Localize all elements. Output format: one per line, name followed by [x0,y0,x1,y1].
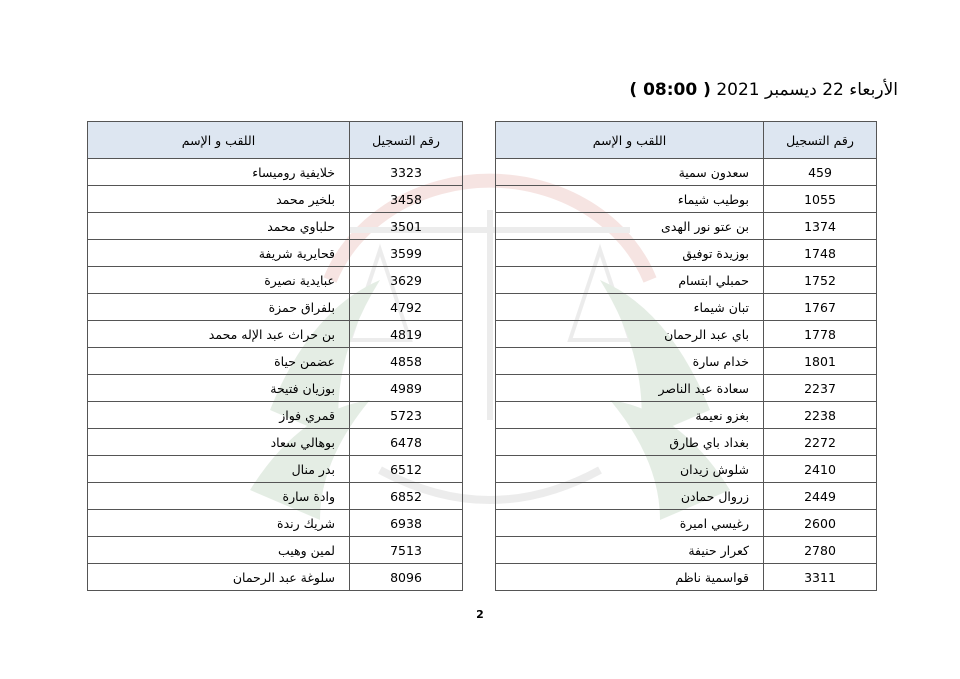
table-row [88,348,463,375]
registration-number: 1055 [764,186,877,213]
column-header-name: اللقب و الإسم [88,122,350,159]
table-row [496,483,877,510]
column-header-reg-no: رقم التسجيل [764,122,877,159]
registration-number: 3501 [350,213,463,240]
full-name: باي عبد الرحمان [496,321,764,348]
full-name: بوهالي سعاد [88,429,350,456]
full-name: سلوغة عبد الرحمان [88,564,350,591]
full-name: شريك رندة [88,510,350,537]
full-name: بوزيدة توفيق [496,240,764,267]
registration-number: 2600 [764,510,877,537]
table-header-row [88,122,463,159]
full-name: بن حراث عبد الإله محمد [88,321,350,348]
registration-number: 6938 [350,510,463,537]
full-name: بغزو نعيمة [496,402,764,429]
table-row [496,429,877,456]
roster-body-left [88,159,463,591]
table-row [496,537,877,564]
table-row [88,321,463,348]
table-row [496,456,877,483]
registration-number: 1752 [764,267,877,294]
table-row [88,564,463,591]
registration-number: 2237 [764,375,877,402]
registration-number: 1748 [764,240,877,267]
registration-number: 4792 [350,294,463,321]
table-row [88,159,463,186]
roster-body-right [496,159,877,591]
registration-number: 1767 [764,294,877,321]
registration-number: 1801 [764,348,877,375]
session-heading [629,80,898,100]
registration-number: 459 [764,159,877,186]
registration-number: 2238 [764,402,877,429]
registration-number: 5723 [350,402,463,429]
full-name: تبان شيماء [496,294,764,321]
registration-number: 8096 [350,564,463,591]
table-row [88,294,463,321]
full-name: قحايرية شريفة [88,240,350,267]
registration-number: 2780 [764,537,877,564]
full-name: سعادة عبد الناصر [496,375,764,402]
full-name: لمين وهيب [88,537,350,564]
table-row [88,510,463,537]
full-name: شلوش زيدان [496,456,764,483]
table-row [496,321,877,348]
table-row [88,186,463,213]
full-name: رغيسي اميرة [496,510,764,537]
table-row [88,537,463,564]
table-row [88,429,463,456]
full-name: بلخير محمد [88,186,350,213]
table-row [88,267,463,294]
registration-number: 4819 [350,321,463,348]
table-row [496,510,877,537]
full-name: عبايدية نصيرة [88,267,350,294]
registration-number: 2410 [764,456,877,483]
page-number: 2 [476,608,484,621]
registration-number: 6852 [350,483,463,510]
registration-number: 4989 [350,375,463,402]
full-name: وادة سارة [88,483,350,510]
table-row [496,348,877,375]
table-row [496,375,877,402]
full-name: خلايفية روميساء [88,159,350,186]
registration-number: 3323 [350,159,463,186]
registration-number: 3311 [764,564,877,591]
full-name: بن عتو نور الهدى [496,213,764,240]
registration-number: 7513 [350,537,463,564]
session-time: ( 08:00 ) [629,80,711,100]
registration-number: 6478 [350,429,463,456]
registration-number: 1374 [764,213,877,240]
registration-number: 3599 [350,240,463,267]
table-row [88,375,463,402]
full-name: بوزيان فتيحة [88,375,350,402]
registration-number: 3629 [350,267,463,294]
table-row [88,483,463,510]
table-row [496,213,877,240]
column-header-name: اللقب و الإسم [496,122,764,159]
table-row [496,267,877,294]
full-name: بدر منال [88,456,350,483]
full-name: سعدون سمية [496,159,764,186]
full-name: قمري فواز [88,402,350,429]
roster-table-right [495,121,877,591]
registration-number: 2449 [764,483,877,510]
table-header-row [496,122,877,159]
table-row [496,402,877,429]
full-name: خدام سارة [496,348,764,375]
table-row [88,213,463,240]
full-name: كعرار حنيفة [496,537,764,564]
table-row [496,159,877,186]
table-row [496,186,877,213]
table-row [88,240,463,267]
full-name: زروال حمادن [496,483,764,510]
registration-number: 2272 [764,429,877,456]
registration-number: 3458 [350,186,463,213]
table-row [496,294,877,321]
full-name: عضمن حياة [88,348,350,375]
session-date: الأربعاء 22 ديسمبر 2021 [716,80,898,100]
table-row [88,402,463,429]
full-name: حلباوي محمد [88,213,350,240]
full-name: حمبلي ابتسام [496,267,764,294]
full-name: بغداد باي طارق [496,429,764,456]
full-name: بلفراق حمزة [88,294,350,321]
table-row [496,564,877,591]
registration-number: 6512 [350,456,463,483]
full-name: بوطيب شيماء [496,186,764,213]
table-row [88,456,463,483]
full-name: قواسمية ناظم [496,564,764,591]
roster-table-left [87,121,463,591]
registration-number: 4858 [350,348,463,375]
table-row [496,240,877,267]
column-header-reg-no: رقم التسجيل [350,122,463,159]
registration-number: 1778 [764,321,877,348]
